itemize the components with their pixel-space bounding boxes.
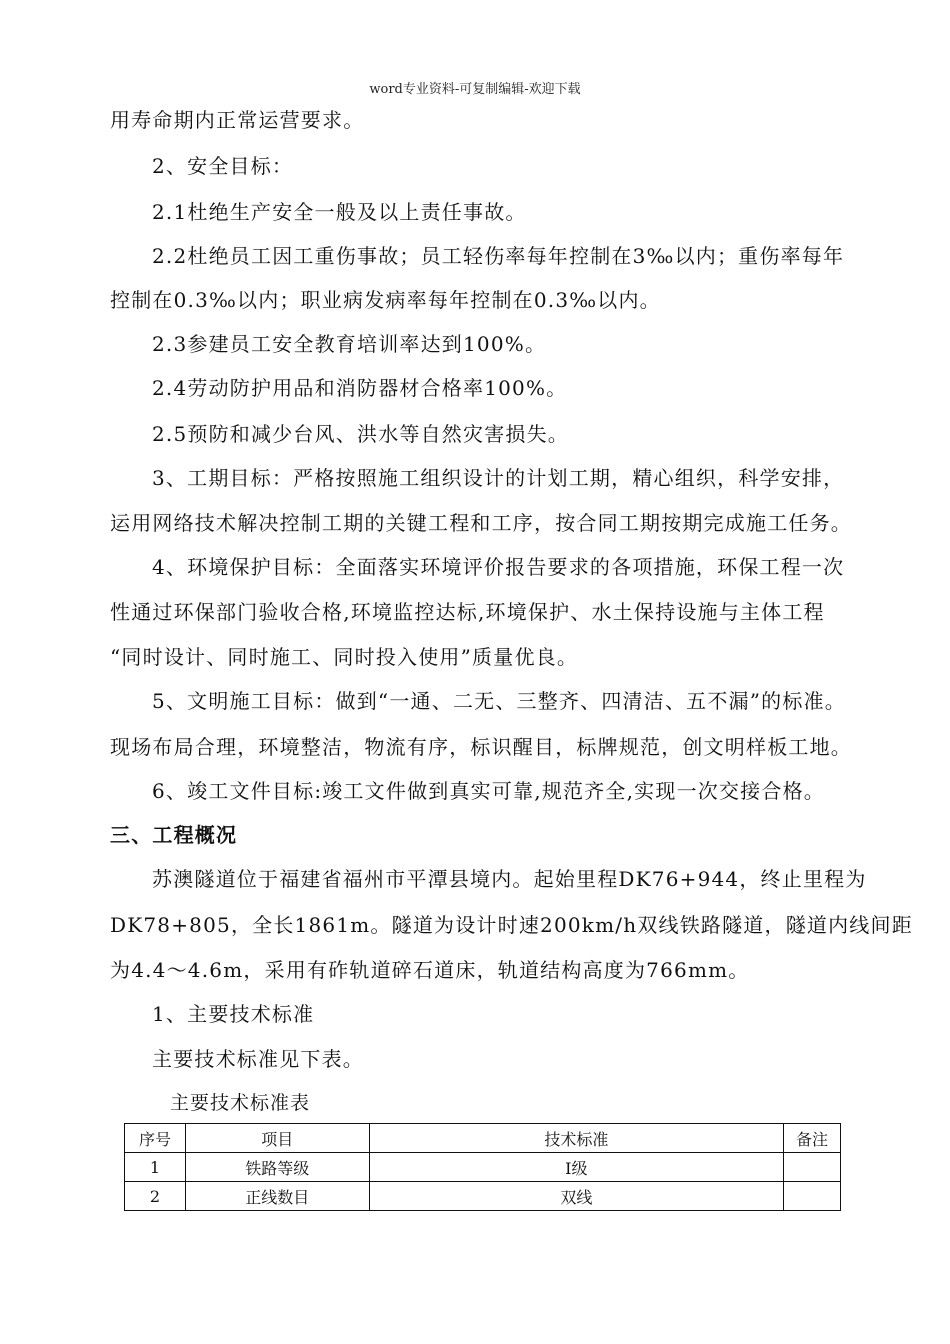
text-line: 控制在0.3‰以内；职业病发病率每年控制在0.3‰以内。 (110, 288, 661, 312)
text-line: 2.4劳动防护用品和消防器材合格率100%。 (152, 376, 568, 400)
text-line: 2.2杜绝员工因工重伤事故；员工轻伤率每年控制在3‰以内；重伤率每年 (152, 244, 845, 268)
header-cell: 序号 (125, 1124, 186, 1153)
table-cell: Ⅰ级 (369, 1153, 783, 1182)
table-header-row (125, 1124, 841, 1153)
table-row (125, 1182, 841, 1211)
header-cell: 项目 (185, 1124, 369, 1153)
text-line: 1、主要技术标准 (152, 1002, 315, 1026)
header-cell: 备注 (784, 1124, 841, 1153)
text-line: 2、安全目标： (152, 154, 294, 178)
text-line: 苏澳隧道位于福建省福州市平潭县境内。起始里程DK76+944，终止里程为 (152, 867, 867, 891)
text-line: 2.5预防和减少台风、洪水等自然灾害损失。 (152, 422, 570, 446)
text-line: 5、文明施工目标：做到“一通、二无、三整齐、四清洁、五不漏”的标准。 (152, 689, 846, 713)
table-cell: 正线数目 (185, 1182, 369, 1211)
header-cell: 技术标准 (369, 1124, 783, 1153)
table-cell: 双线 (369, 1182, 783, 1211)
text-line: 2.3参建员工安全教育培训率达到100%。 (152, 332, 547, 356)
page-header: word专业资料-可复制编辑-欢迎下载 (369, 82, 581, 97)
text-line: 3、工期目标：严格按照施工组织设计的计划工期，精心组织，科学安排， (152, 466, 845, 490)
text-line: 2.1杜绝生产安全一般及以上责任事故。 (152, 200, 527, 224)
text-line: 主要技术标准见下表。 (152, 1047, 364, 1071)
text-line: 为4.4～4.6m，采用有砟轨道碎石道床，轨道结构高度为766mm。 (110, 958, 750, 982)
table-cell (784, 1153, 841, 1182)
section-heading: 三、工程概况 (110, 823, 238, 847)
table-row (125, 1153, 841, 1182)
table-caption: 主要技术标准表 (170, 1092, 311, 1114)
table-cell (784, 1182, 841, 1211)
text-line: DK78+805，全长1861m。隧道为设计时速200km/h双线铁路隧道，隧道内线间距 (110, 913, 913, 937)
table-cell: 1 (125, 1153, 186, 1182)
standards-table (124, 1123, 841, 1211)
table-cell: 铁路等级 (185, 1153, 369, 1182)
text-line: 运用网络技术解决控制工期的关键工程和工序，按合同工期按期完成施工任务。 (110, 511, 852, 535)
text-line: “同时设计、同时施工、同时投入使用”质量优良。 (110, 645, 579, 669)
text-line: 用寿命期内正常运营要求。 (110, 108, 365, 132)
text-line: 6、竣工文件目标:竣工文件做到真实可靠,规范齐全,实现一次交接合格。 (152, 779, 825, 803)
text-line: 4、环境保护目标：全面落实环境评价报告要求的各项措施，环保工程一次 (152, 555, 845, 579)
text-line: 现场布局合理，环境整洁，物流有序，标识醒目，标牌规范，创文明样板工地。 (110, 735, 852, 759)
text-line: 性通过环保部门验收合格,环境监控达标,环境保护、水土保持设施与主体工程 (110, 600, 825, 624)
table-cell: 2 (125, 1182, 186, 1211)
